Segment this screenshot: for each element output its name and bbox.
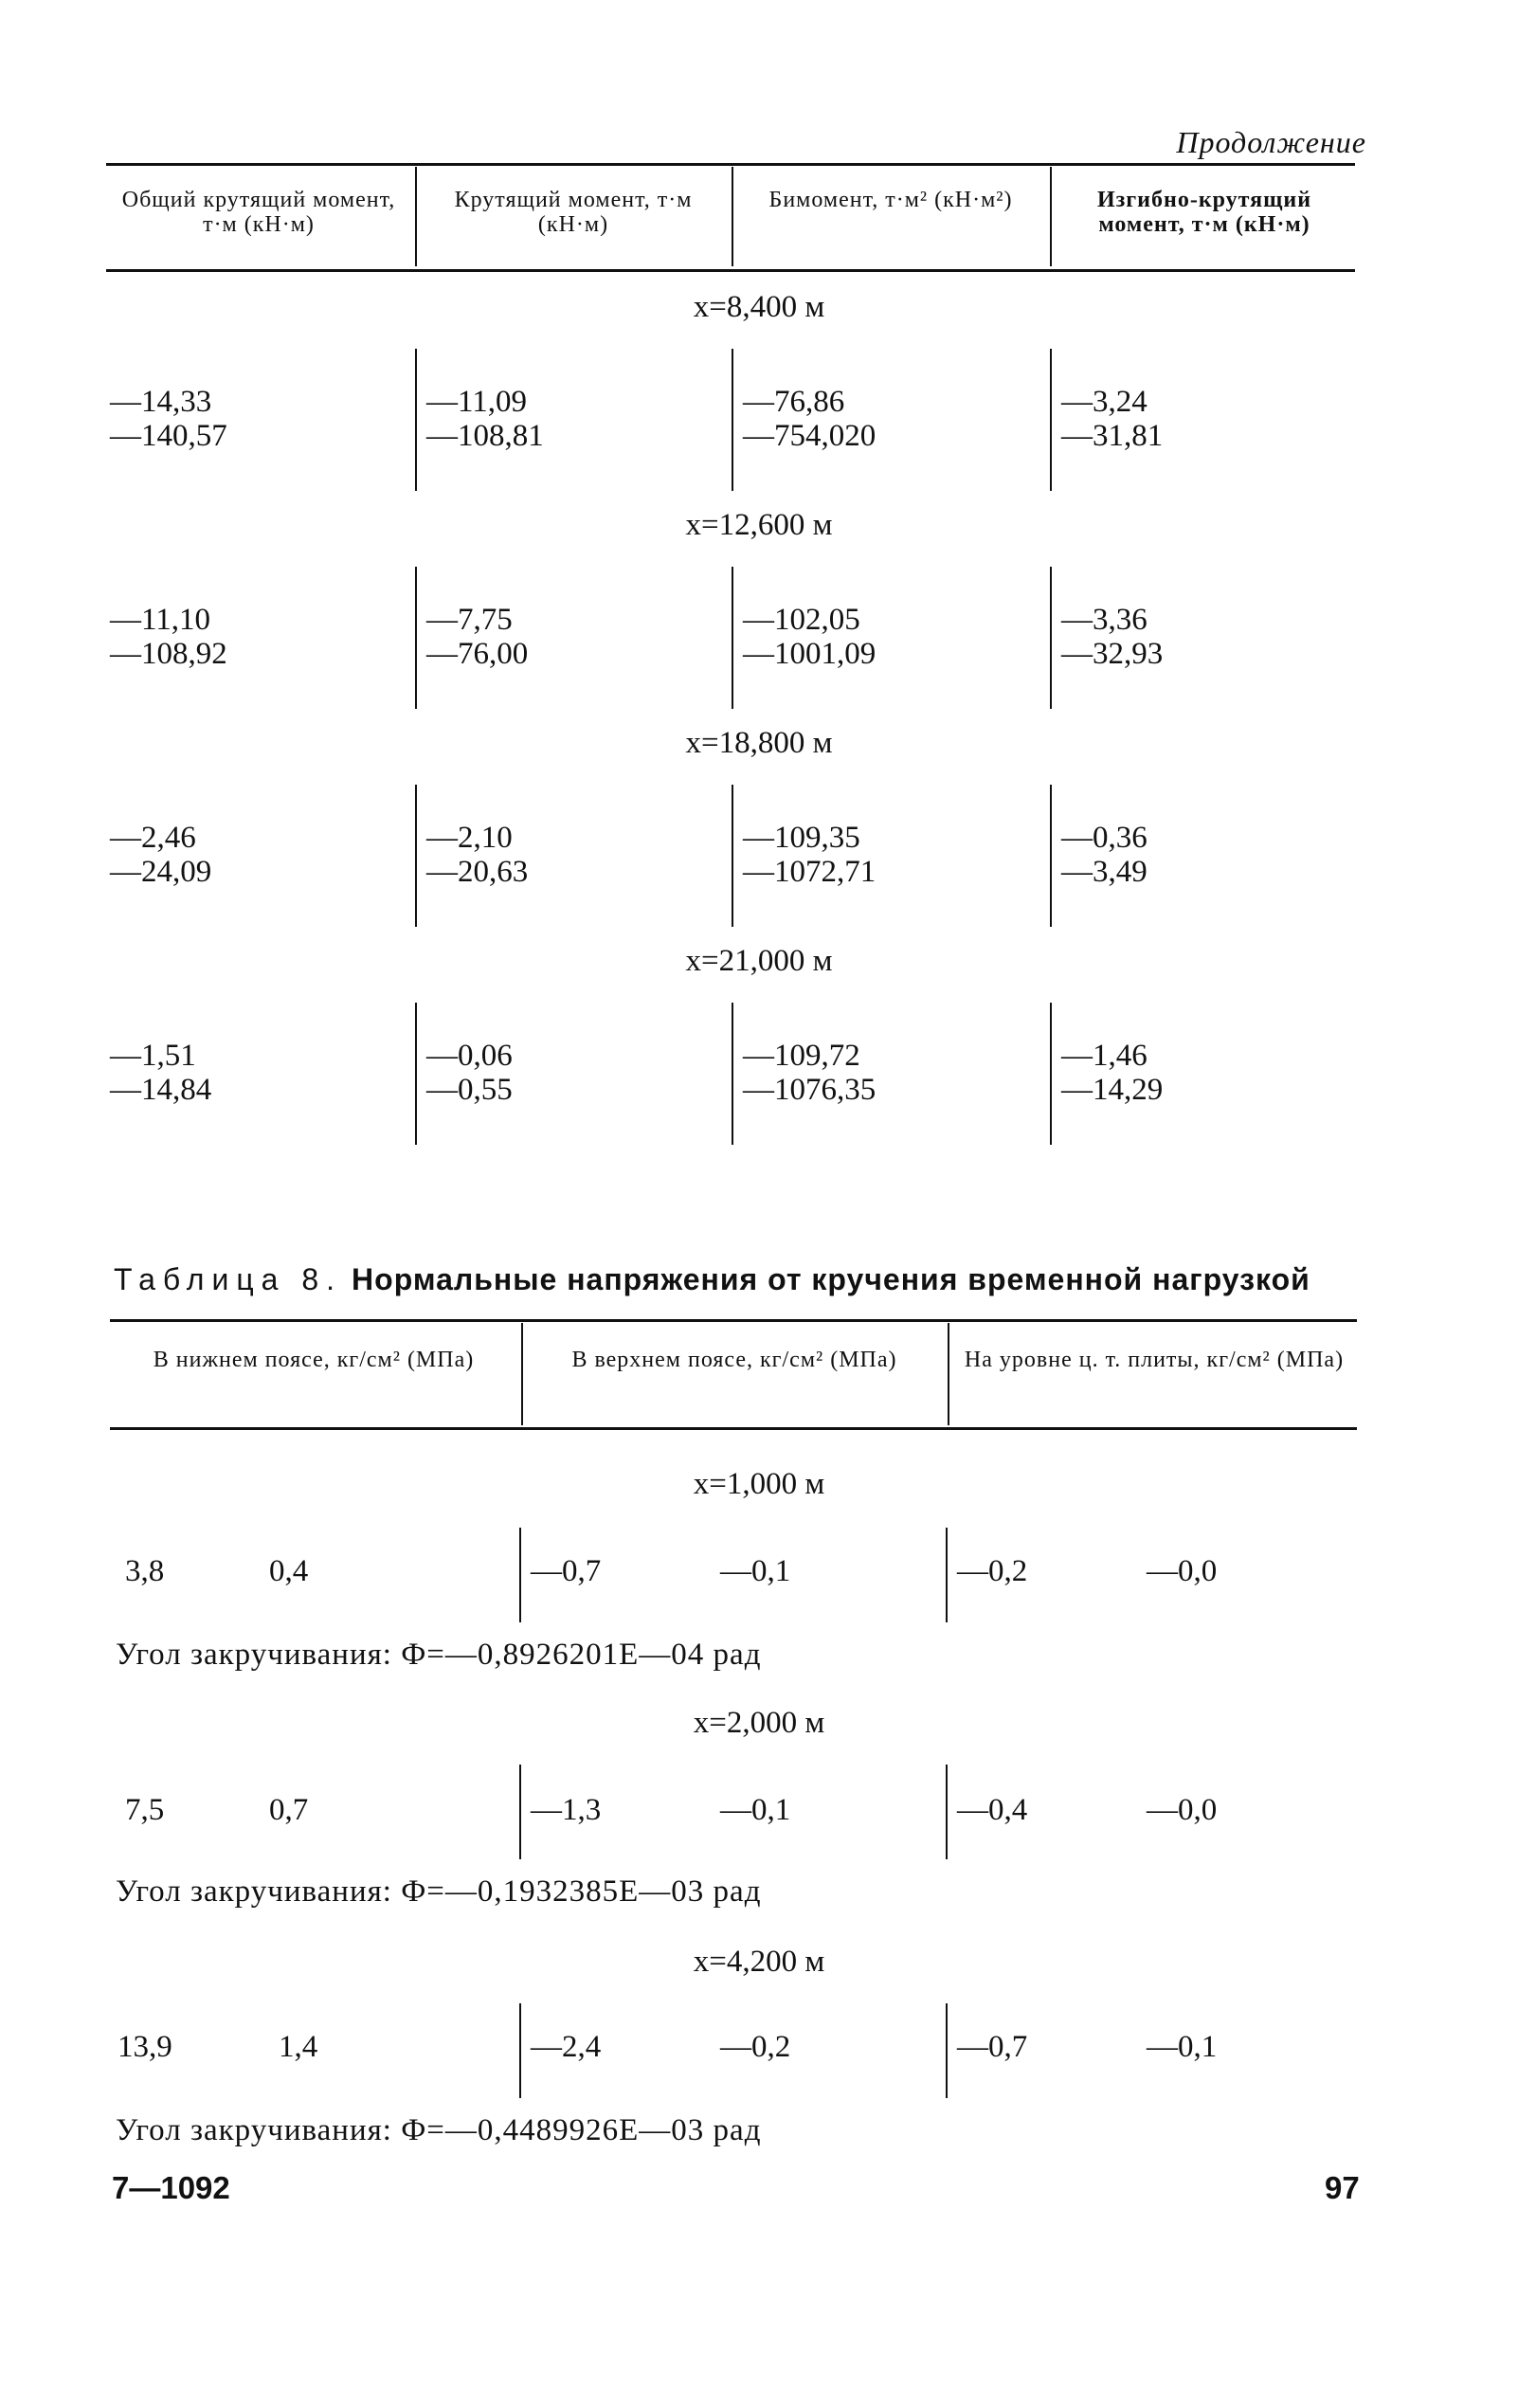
table2-header-col3: На уровне ц. т. плиты, кг/см² (МПа) [964,1348,1345,1372]
table2-section-label: x=4,200 м [693,1945,825,1979]
table1-section-label: x=21,000 м [685,944,833,978]
table1-cell: —20,63 [426,855,529,889]
table1-cell: —102,05 [743,603,860,637]
table2-cell: —0,1 [720,1554,791,1588]
table1-cell: —2,10 [426,821,513,855]
table2-caption [114,1258,1310,1298]
table1-cell: —108,92 [110,637,227,671]
table1-header-col1: Общий крутящий момент, т·м (кН·м) [121,188,396,237]
table2-cell: —0,2 [720,2030,791,2064]
table2-cell: 13,9 [117,2030,172,2064]
table1-cell: —140,57 [110,419,227,453]
table1-divider [732,1003,733,1145]
table2-cell: 0,7 [269,1793,309,1827]
table1-section-label: x=18,800 м [685,726,833,760]
table1-cell: —14,33 [110,385,212,419]
table1-header-divider-2 [732,167,733,266]
table1-header-divider-3 [1050,167,1052,266]
table1-cell: —0,06 [426,1039,513,1073]
table1-cell: —109,72 [743,1039,860,1073]
table2-cell: —0,0 [1147,1793,1218,1827]
table2-divider [519,1765,521,1859]
table1-divider [732,349,733,491]
table1-cell: —1,51 [110,1039,196,1073]
table2-divider [519,2003,521,2098]
table2-section-label: x=1,000 м [693,1467,825,1501]
table1-header-divider-1 [415,167,417,266]
table1-divider [415,567,417,709]
table1-divider [1050,785,1052,927]
table2-cell: 0,4 [269,1554,309,1588]
table2-cell: —2,4 [531,2030,602,2064]
table2-caption-title: Нормальные напряжения от кручения временной нагрузкой [352,1262,1310,1296]
signature-mark: 7—1092 [112,2170,230,2205]
table1-cell: —7,75 [426,603,513,637]
table1-header-col3: Бимомент, т·м² (кН·м²) [768,188,1013,212]
table1-divider [415,349,417,491]
table2-cell: —0,1 [720,1793,791,1827]
table2-header-divider-2 [948,1323,949,1425]
table1-cell: —3,49 [1061,855,1148,889]
table1-cell: —24,09 [110,855,212,889]
table1-section-label: x=8,400 м [693,290,825,324]
table1-cell: —14,29 [1061,1073,1164,1107]
table2-cell: 3,8 [125,1554,165,1588]
twist-angle-line: Угол закручивания: Ф=—0,4489926E—03 рад [116,2113,762,2147]
table2-divider [946,2003,948,2098]
table1-divider [732,567,733,709]
table1-cell: —2,46 [110,821,196,855]
table1-divider [1050,349,1052,491]
table1-divider [1050,1003,1052,1145]
table1-cell: —1,46 [1061,1039,1148,1073]
table2-cell: —0,4 [957,1793,1028,1827]
table2-section-label: x=2,000 м [693,1706,825,1740]
table1-cell: —109,35 [743,821,860,855]
table2-cell: —0,7 [531,1554,602,1588]
table1-cell: —32,93 [1061,637,1164,671]
table1-divider [415,1003,417,1145]
table1-cell: —31,81 [1061,419,1164,453]
page-number: 97 [1325,2170,1360,2205]
table2-cell: —0,2 [957,1554,1028,1588]
table1-cell: —108,81 [426,419,544,453]
table1-cell: —1001,09 [743,637,876,671]
table2-cell: —0,0 [1147,1554,1218,1588]
table1-divider [732,785,733,927]
table1-cell: —76,00 [426,637,529,671]
table1-cell: —3,24 [1061,385,1148,419]
table2-divider [519,1528,521,1622]
table1-header-rule [106,269,1355,272]
table1-cell: —11,10 [110,603,211,637]
table1-cell: —1072,71 [743,855,876,889]
table2-caption-prefix: Таблица 8. [114,1262,343,1296]
table1-cell: —0,55 [426,1073,513,1107]
table1-section-label: x=12,600 м [685,508,833,542]
table1-header-col4: Изгибно-крутящий момент, т·м (кН·м) [1096,188,1312,237]
table2-header-rule [110,1427,1357,1430]
table2-cell: —1,3 [531,1793,602,1827]
table2-divider [946,1765,948,1859]
table1-divider [1050,567,1052,709]
table1-top-rule [106,163,1355,166]
table1-cell: —76,86 [743,385,845,419]
table2-header-col2: В верхнем поясе, кг/см² (МПа) [571,1348,897,1372]
table2-header-col1: В нижнем поясе, кг/см² (МПа) [153,1348,475,1372]
table2-cell: —0,7 [957,2030,1028,2064]
continuation-label: Продолжение [1176,125,1366,159]
table1-cell: —1076,35 [743,1073,876,1107]
table1-header-col2: Крутящий момент, т·м (кН·м) [454,188,693,237]
table1-cell: —3,36 [1061,603,1148,637]
twist-angle-line: Угол закручивания: Ф=—0,8926201E—04 рад [116,1638,762,1672]
table2-cell: —0,1 [1147,2030,1218,2064]
table1-divider [415,785,417,927]
table2-top-rule [110,1319,1357,1322]
twist-angle-line: Угол закручивания: Ф=—0,1932385E—03 рад [116,1874,762,1909]
table2-cell: 1,4 [279,2030,318,2064]
table1-cell: —11,09 [426,385,528,419]
table2-cell: 7,5 [125,1793,165,1827]
table1-cell: —754,020 [743,419,876,453]
table1-cell: —14,84 [110,1073,212,1107]
table2-header-divider-1 [521,1323,523,1425]
table1-cell: —0,36 [1061,821,1148,855]
table2-divider [946,1528,948,1622]
